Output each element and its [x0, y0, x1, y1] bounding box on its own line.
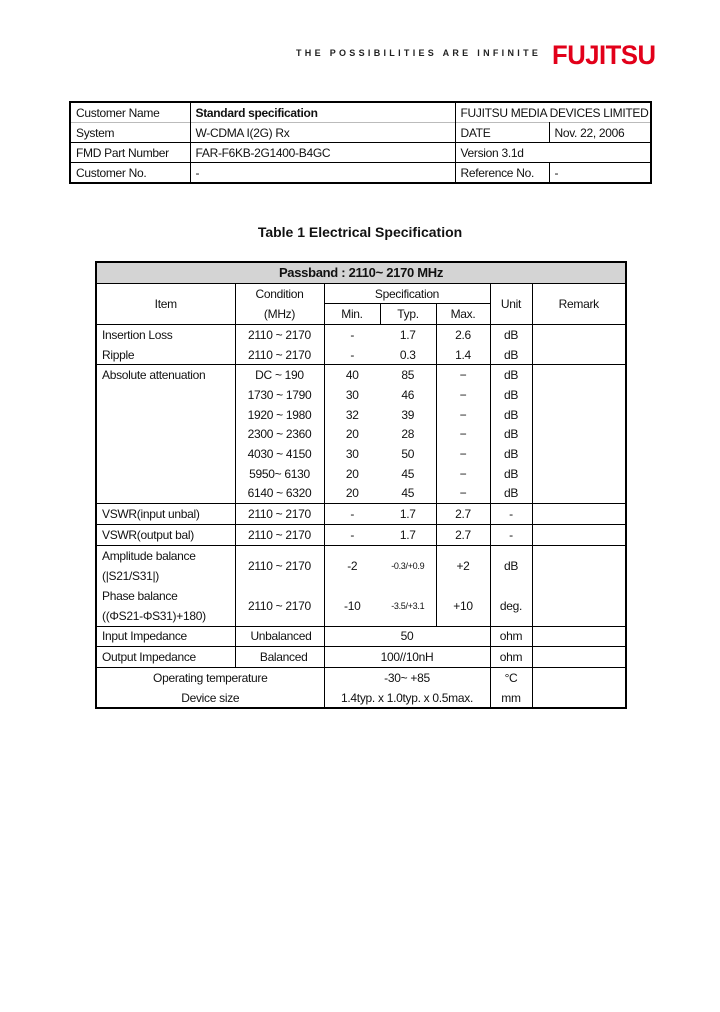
- table-row: [96, 464, 626, 484]
- spec-row-min: -: [324, 325, 380, 345]
- customer-name-value: Standard specification: [190, 102, 455, 123]
- customer-no-label: Customer No.: [70, 163, 190, 184]
- spec-row-unit: dB: [490, 365, 532, 385]
- spec-row-unit: -: [490, 524, 532, 545]
- spec-row-remark: [532, 325, 626, 345]
- device-size-item: Device size: [96, 688, 324, 709]
- phase-remark: [532, 586, 626, 627]
- amplitude-item-line1: Amplitude balance: [102, 548, 196, 563]
- input-impedance-unit: ohm: [490, 626, 532, 647]
- header-min: Min.: [324, 304, 380, 325]
- header-unit: Unit: [490, 283, 532, 324]
- amplitude-unit: dB: [490, 545, 532, 586]
- spec-row-max: −: [436, 405, 490, 425]
- spec-row-max: −: [436, 464, 490, 484]
- spec-row-condition: 2110 ~ 2170: [235, 345, 324, 365]
- spec-row-max: −: [436, 425, 490, 445]
- company-name: FUJITSU MEDIA DEVICES LIMITED: [455, 102, 651, 123]
- table-row: [96, 345, 626, 365]
- input-impedance-item: Input Impedance: [96, 626, 235, 647]
- spec-row-min: 20: [345, 427, 359, 442]
- spec-row-max: −: [436, 385, 490, 405]
- spec-row-typ: 28: [380, 425, 436, 445]
- spec-row-item: VSWR(output bal): [96, 524, 235, 545]
- brand-tagline: THE POSSIBILITIES ARE INFINITE: [296, 48, 542, 58]
- spec-row-item: [96, 405, 235, 425]
- spec-row-min: 20: [345, 466, 359, 481]
- spec-row-remark: [532, 405, 626, 425]
- phase-item-line2: ((ΦS21-ΦS31)+180): [102, 608, 206, 623]
- spec-row-item: [96, 425, 235, 445]
- spec-row-typ: 0.3: [380, 345, 436, 365]
- header-max: Max.: [436, 304, 490, 325]
- spec-row-min: 30: [345, 387, 359, 402]
- output-impedance-value: 100//10nH: [324, 647, 490, 668]
- spec-row-remark: [532, 524, 626, 545]
- spec-row-max: −: [436, 365, 490, 385]
- operating-temperature-remark: [532, 668, 626, 688]
- input-impedance-remark: [532, 626, 626, 647]
- output-impedance-condition: Balanced: [235, 647, 324, 668]
- spec-row-min: -: [324, 524, 380, 545]
- part-number-label: FMD Part Number: [70, 143, 190, 163]
- device-size-unit: mm: [490, 688, 532, 709]
- spec-row-item: [96, 444, 235, 464]
- table-row: [96, 504, 626, 525]
- spec-row-min: -: [350, 347, 355, 362]
- spec-row-unit: dB: [490, 464, 532, 484]
- spec-row-max: −: [436, 484, 490, 504]
- table-row: [96, 524, 626, 545]
- electrical-spec-table: [95, 261, 627, 709]
- spec-row-condition: 4030 ~ 4150: [235, 444, 324, 464]
- spec-row-unit: dB: [490, 425, 532, 445]
- spec-row-typ: 50: [380, 444, 436, 464]
- header-typ: Typ.: [380, 304, 436, 325]
- reference-value: -: [549, 163, 651, 184]
- output-impedance-item: Output Impedance: [96, 647, 235, 668]
- spec-row-max: 2.7: [436, 504, 490, 525]
- input-impedance-value: 50: [324, 626, 490, 647]
- spec-row-remark: [532, 345, 626, 365]
- spec-row-condition: 1920 ~ 1980: [235, 405, 324, 425]
- phase-condition: 2110 ~ 2170: [235, 586, 324, 627]
- spec-row-min: 32: [345, 407, 359, 422]
- spec-row-condition: 1730 ~ 1790: [235, 385, 324, 405]
- date-label: DATE: [455, 123, 549, 143]
- header-item: Item: [96, 283, 235, 324]
- output-impedance-unit: ohm: [490, 647, 532, 668]
- spec-row-remark: [532, 425, 626, 445]
- spec-row-min: 30: [345, 447, 359, 462]
- spec-row-item: [96, 464, 235, 484]
- version: Version 3.1d: [455, 143, 651, 163]
- amplitude-max: +2: [436, 545, 490, 586]
- spec-row-item: [96, 484, 235, 504]
- part-number-value: FAR-F6KB-2G1400-B4GC: [190, 143, 455, 163]
- spec-row-item: Ripple: [96, 345, 235, 365]
- table-row: [96, 405, 626, 425]
- system-label: System: [70, 123, 190, 143]
- spec-row-item: Insertion Loss: [96, 325, 235, 345]
- table-row: [96, 325, 626, 345]
- amplitude-typ: -0.3/+0.9: [380, 545, 436, 586]
- spec-row-condition: 5950~ 6130: [235, 464, 324, 484]
- header-condition: Condition: [235, 283, 324, 304]
- spec-row-remark: [532, 504, 626, 525]
- spec-row-item: VSWR(input unbal): [96, 504, 235, 525]
- phase-typ: -3.5/+3.1: [380, 586, 436, 627]
- spec-row-max: −: [436, 444, 490, 464]
- operating-temperature-item: Operating temperature: [96, 668, 324, 688]
- spec-row-condition: 2300 ~ 2360: [235, 425, 324, 445]
- spec-row-min: 20: [345, 486, 359, 501]
- date-value: Nov. 22, 2006: [549, 123, 651, 143]
- spec-row-unit: dB: [490, 484, 532, 504]
- fujitsu-logo: FUJITSU: [552, 40, 656, 70]
- spec-row-typ: 45: [380, 484, 436, 504]
- spec-row-typ: 1.7: [380, 504, 436, 525]
- spec-row-unit: dB: [490, 444, 532, 464]
- header-remark: Remark: [532, 283, 626, 324]
- phase-min: -10: [344, 598, 361, 613]
- spec-row-remark: [532, 444, 626, 464]
- spec-row-typ: 45: [380, 464, 436, 484]
- device-size-remark: [532, 688, 626, 709]
- spec-row-condition: 2110 ~ 2170: [235, 504, 324, 525]
- amplitude-item-line2: (|S21/S31|): [102, 568, 159, 583]
- spec-row-condition: 2110 ~ 2170: [235, 524, 324, 545]
- customer-no-value: -: [190, 163, 455, 184]
- amplitude-balance-item: [96, 545, 235, 586]
- spec-row-remark: [532, 385, 626, 405]
- output-impedance-remark: [532, 647, 626, 668]
- spec-row-condition: 6140 ~ 6320: [235, 484, 324, 504]
- spec-row-max: 2.6: [436, 325, 490, 345]
- table-row: [96, 425, 626, 445]
- system-value: W-CDMA I(2G) Rx: [190, 123, 455, 143]
- spec-row-remark: [532, 484, 626, 504]
- spec-row-typ: 1.7: [380, 325, 436, 345]
- spec-row-item: [96, 385, 235, 405]
- amplitude-remark: [532, 545, 626, 586]
- document-info-table: [69, 101, 652, 184]
- spec-row-max: 2.7: [436, 524, 490, 545]
- spec-row-min: -: [324, 504, 380, 525]
- phase-max: +10: [436, 586, 490, 627]
- amplitude-min: -2: [324, 545, 380, 586]
- phase-item-line1: Phase balance: [102, 588, 178, 603]
- table-row: [96, 484, 626, 504]
- header-specification: Specification: [324, 283, 490, 304]
- spec-row-item: Absolute attenuation: [96, 365, 235, 385]
- reference-label: Reference No.: [455, 163, 549, 184]
- spec-row-unit: -: [490, 504, 532, 525]
- phase-balance-item: [96, 586, 235, 627]
- spec-row-typ: 46: [380, 385, 436, 405]
- spec-row-typ: 1.7: [380, 524, 436, 545]
- spec-row-typ: 85: [380, 365, 436, 385]
- amplitude-condition: 2110 ~ 2170: [235, 545, 324, 586]
- spec-row-remark: [532, 365, 626, 385]
- table-title: Table 1 Electrical Specification: [257, 224, 463, 240]
- table-row: [96, 444, 626, 464]
- spec-row-unit: dB: [490, 345, 532, 365]
- spec-row-min: 40: [324, 365, 380, 385]
- customer-name-label: Customer Name: [70, 102, 190, 123]
- device-size-value: 1.4typ. x 1.0typ. x 0.5max.: [324, 688, 490, 709]
- spec-row-condition: DC ~ 190: [235, 365, 324, 385]
- spec-row-unit: dB: [490, 385, 532, 405]
- operating-temperature-unit: °C: [490, 668, 532, 688]
- spec-row-condition: 2110 ~ 2170: [235, 325, 324, 345]
- spec-row-unit: dB: [490, 325, 532, 345]
- input-impedance-condition: Unbalanced: [235, 626, 324, 647]
- spec-row-max: 1.4: [436, 345, 490, 365]
- passband-header: Passband : 2110~ 2170 MHz: [96, 262, 626, 283]
- header-condition-unit: (MHz): [235, 304, 324, 325]
- spec-row-remark: [532, 464, 626, 484]
- phase-unit: deg.: [490, 586, 532, 627]
- operating-temperature-value: -30~ +85: [324, 668, 490, 688]
- table-row: [96, 365, 626, 385]
- table-row: [96, 385, 626, 405]
- spec-row-unit: dB: [490, 405, 532, 425]
- spec-row-typ: 39: [380, 405, 436, 425]
